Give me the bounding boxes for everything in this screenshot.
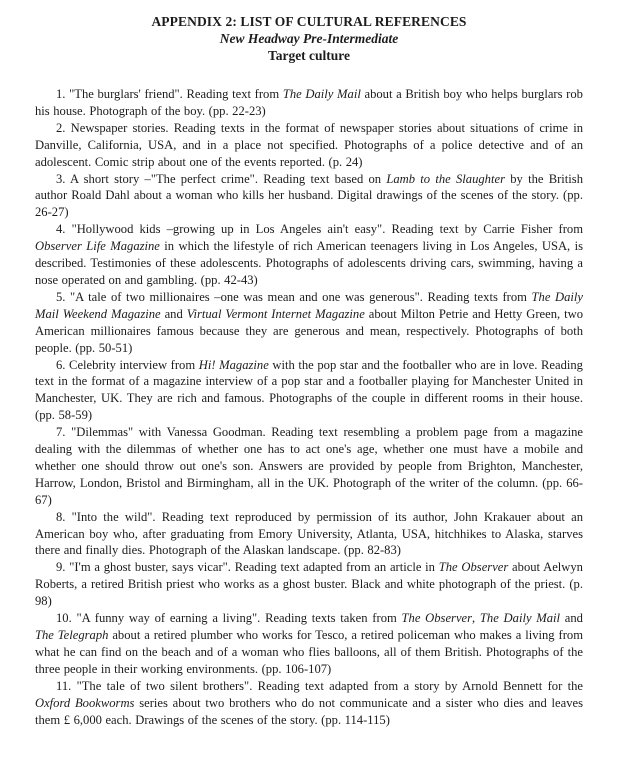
reference-text: and: [560, 611, 583, 626]
reference-text: and: [160, 306, 187, 321]
reference-item-5: [35, 289, 583, 357]
reference-item-4: [35, 221, 583, 289]
section-subtitle: Target culture: [267, 48, 351, 63]
reference-text: ,: [472, 611, 480, 626]
reference-text: 1. "The burglars' friend". Reading text from: [56, 87, 283, 101]
reference-list: [35, 86, 583, 728]
reference-text: 2. Newspaper stories. Reading texts in the format of newspaper stories about situations of crime in Danville, California, USA, and in a place not specified. Photographs of a police detective and of an adolescent. Comic strip about one of the events reported. (p. 24): [35, 120, 583, 169]
source-title-italic: The Observer: [438, 560, 509, 575]
source-title-italic: The Daily Mail: [479, 611, 561, 626]
book-title: New Headway Pre-Intermediate: [219, 31, 399, 46]
source-title-italic: The Daily Mail: [282, 87, 361, 101]
reference-text: with the pop star and the footballer who are in love. Reading text in the format of a magazine interview of a pop star and a footballer playing for Manchester United in Manchester, UK. They are rich and famous. Photographs of the couple in different rooms in their house. (pp. 58-59): [35, 357, 583, 423]
reference-text: 9. "I'm a ghost buster, says vicar". Reading text adapted from an article in: [56, 560, 439, 575]
reference-text: 10. "A funny way of earning a living". Reading texts taken from: [56, 611, 402, 626]
reference-item-2: [35, 120, 583, 171]
source-title-italic: Hi! Magazine: [198, 357, 269, 372]
source-title-italic: The Telegraph: [35, 628, 109, 642]
reference-text: 5. "A tale of two millionaires –one was mean and one was generous". Reading texts from: [56, 289, 532, 304]
reference-item-6: [35, 357, 583, 425]
reference-text: series about two brothers who do not communicate and a sister who dies and leaves them £ 6,000 each. Drawings of the scenes of the story. (pp. 114-115): [35, 695, 583, 727]
source-title-italic: The Observer: [401, 611, 473, 626]
document-header: [35, 13, 583, 64]
reference-text: about a British boy who helps burglars rob his house. Photograph of the boy. (pp. 22-23): [35, 87, 583, 118]
source-title-italic: Lamb to the Slaughter: [386, 171, 505, 186]
reference-item-8: [35, 509, 583, 560]
reference-text: by the British author Roald Dahl about a woman who kills her husband. Digital drawings of the scenes of the story. (pp. 26-27): [35, 171, 583, 220]
reference-item-3: [35, 171, 583, 222]
reference-text: 11. "The tale of two silent brothers". Reading text adapted from a story by Arnold Bennett for the: [56, 678, 583, 693]
reference-text: 3. A short story –"The perfect crime". Reading text based on: [56, 171, 387, 186]
source-title-italic: Oxford Bookworms: [35, 695, 135, 710]
reference-text: in which the lifestyle of rich American teenagers living in Los Angeles, USA, is described. Testimonies of these adolescents. Photographs of adolescents driving cars, swimming, having a nose operated on and gambling. (pp. 42-43): [35, 239, 583, 287]
appendix-title: APPENDIX 2: LIST OF CULTURAL REFERENCES: [151, 14, 467, 29]
reference-text: about Milton Petrie and Hetty Green, two American millionaires famous because they are generous and mean, respectively. Photographs of both people. (pp. 50-51): [35, 306, 584, 355]
source-title-italic: The Daily Mail Weekend Magazine: [35, 289, 583, 321]
reference-item-11: [35, 678, 583, 729]
reference-text: 4. "Hollywood kids –growing up in Los Angeles ain't easy". Reading text by Carrie Fisher from: [56, 222, 583, 237]
reference-item-7: [35, 424, 583, 509]
reference-item-9: [35, 559, 583, 610]
reference-text: about a retired plumber who works for Tesco, a retired policeman who makes a living from what he can find on the beach and of a woman who flies balloons, all of them British. Photographs of the three people in their working environments. (pp. 106-107): [35, 628, 583, 676]
reference-text: 8. "Into the wild". Reading text reproduced by permission of its author, John Krakauer about an American boy who, after graduating from Emory University, Atlanta, USA, hitchhikes to Alaska, starves there and finally dies. Photograph of the Alaskan landscape. (pp. 82-83): [35, 509, 583, 558]
reference-text: 6. Celebrity interview from: [56, 357, 199, 372]
source-title-italic: Observer Life Magazine: [35, 239, 160, 254]
reference-text: 7. "Dilemmas" with Vanessa Goodman. Reading text resembling a problem page from a magazine dealing with the dilemmas of whether one has to act one's age, whether one must have a mobile and whether one should throw out one's son. Answers are provided by people from Brighton, Manchester, Harrow, London, Bristol and Birmingham, all in the UK. Photograph of the writer of the column. (pp. 66-67): [35, 425, 583, 507]
reference-item-10: [35, 610, 583, 678]
source-title-italic: Virtual Vermont Internet Magazine: [186, 306, 365, 321]
reference-item-1: [35, 86, 583, 120]
reference-text: about Aelwyn Roberts, a retired British priest who works as a ghost buster. Black and white photograph of the priest. (p. 98): [35, 560, 583, 609]
